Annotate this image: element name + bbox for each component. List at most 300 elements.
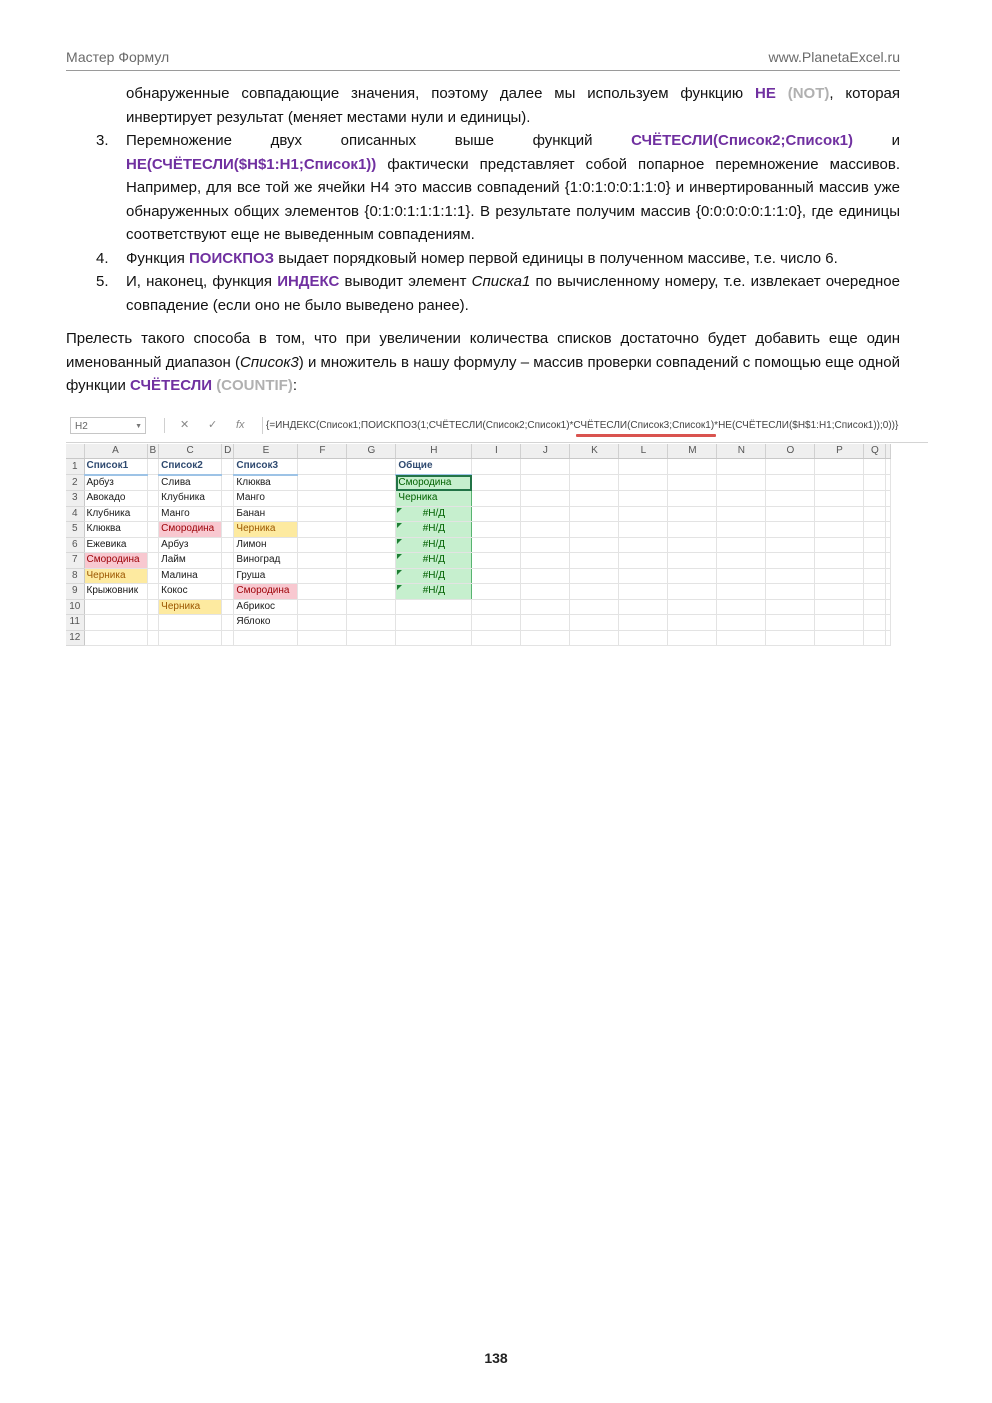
cell[interactable]: [347, 584, 396, 600]
cell[interactable]: [815, 475, 864, 491]
cell[interactable]: [147, 459, 159, 475]
cell[interactable]: [147, 537, 159, 553]
cell-list3[interactable]: Груша: [234, 568, 298, 584]
cell-list2[interactable]: Лайм: [159, 553, 222, 569]
column-header-d[interactable]: D: [222, 444, 234, 459]
cell[interactable]: [815, 553, 864, 569]
row-header-3[interactable]: 3: [66, 491, 84, 507]
cell[interactable]: [570, 459, 619, 475]
cell[interactable]: [668, 522, 717, 538]
cell[interactable]: [864, 584, 886, 600]
cell-edge: [886, 522, 891, 538]
cell[interactable]: [619, 615, 668, 631]
cell-edge: [886, 537, 891, 553]
text: Перемножение двух описанных выше функций: [126, 132, 632, 149]
table-row: [66, 599, 891, 615]
row-header-6[interactable]: 6: [66, 537, 84, 553]
cell[interactable]: [619, 599, 668, 615]
cell[interactable]: [619, 553, 668, 569]
cell[interactable]: [570, 537, 619, 553]
table-row: [66, 584, 891, 600]
cell[interactable]: [222, 568, 234, 584]
error-indicator-icon: [397, 585, 402, 590]
cell[interactable]: [222, 615, 234, 631]
cell[interactable]: [766, 475, 815, 491]
cell[interactable]: [521, 522, 570, 538]
cell[interactable]: [668, 584, 717, 600]
cell[interactable]: [717, 584, 766, 600]
cell[interactable]: [222, 522, 234, 538]
text: фактически представляет собой попарное перемножение массивов. Например, для все той же ячейки H4 это массив совпадений {1:0:1:0:0:1:1:0} и инвертированный массив уже обнаруженных общих элементов {0:1:0:1:1:1:1:1}. В результате получим массив {0:0:0:0:0:1:1:0}, где единицы соответствуют еще не выведенным совпадениям.: [126, 155, 900, 243]
cell-value: #Н/Д: [422, 523, 446, 535]
cell-list2[interactable]: Черника: [159, 599, 222, 615]
cell[interactable]: [521, 459, 570, 475]
cell[interactable]: [864, 506, 886, 522]
cell[interactable]: [619, 584, 668, 600]
cell[interactable]: [570, 615, 619, 631]
cell-common-header[interactable]: Общие: [396, 459, 472, 475]
column-header-j[interactable]: J: [521, 444, 570, 459]
cell[interactable]: [619, 522, 668, 538]
cell[interactable]: [347, 630, 396, 646]
column-header-edge: [886, 444, 891, 459]
cell[interactable]: [668, 630, 717, 646]
cell[interactable]: [147, 506, 159, 522]
keyword: НЕ(СЧЁТЕСЛИ($H$1:H1;Список1)): [126, 155, 377, 173]
cell[interactable]: [864, 599, 886, 615]
cell[interactable]: [222, 491, 234, 507]
page-header: [66, 48, 900, 71]
cell[interactable]: [521, 491, 570, 507]
column-header-c[interactable]: C: [159, 444, 222, 459]
cell[interactable]: [396, 630, 472, 646]
cell-common[interactable]: [396, 522, 472, 538]
cell[interactable]: [717, 599, 766, 615]
cell[interactable]: [347, 537, 396, 553]
column-header-q[interactable]: Q: [864, 444, 886, 459]
cell[interactable]: [521, 630, 570, 646]
cell[interactable]: [766, 615, 815, 631]
cell-list1[interactable]: Клюква: [84, 522, 147, 538]
table-row: [66, 615, 891, 631]
cell[interactable]: [668, 459, 717, 475]
cell[interactable]: [147, 568, 159, 584]
cell[interactable]: [347, 568, 396, 584]
text: ) и множитель в нашу формулу – массив проверки совпадений с помощью еще одной функции: [66, 353, 900, 394]
cell-list1[interactable]: Арбуз: [84, 475, 147, 491]
cell[interactable]: [222, 506, 234, 522]
cell[interactable]: [619, 491, 668, 507]
cell-list3[interactable]: Смородина: [234, 584, 298, 600]
cell[interactable]: [222, 537, 234, 553]
cell[interactable]: [717, 615, 766, 631]
cell[interactable]: [347, 553, 396, 569]
cell-list2[interactable]: Смородина: [159, 522, 222, 538]
cell-list1[interactable]: Черника: [84, 568, 147, 584]
cell-list3[interactable]: Виноград: [234, 553, 298, 569]
cell[interactable]: [521, 599, 570, 615]
cell[interactable]: [717, 568, 766, 584]
cell[interactable]: [570, 522, 619, 538]
cell[interactable]: [815, 630, 864, 646]
cell[interactable]: [815, 599, 864, 615]
cell-list2[interactable]: Малина: [159, 568, 222, 584]
cell[interactable]: [864, 568, 886, 584]
cell[interactable]: [815, 459, 864, 475]
cell[interactable]: [521, 584, 570, 600]
column-header-h[interactable]: H: [396, 444, 472, 459]
cell-value: #Н/Д: [422, 554, 446, 566]
cell[interactable]: [472, 599, 521, 615]
cell[interactable]: [864, 630, 886, 646]
cell-list2[interactable]: Клубника: [159, 491, 222, 507]
row-header-12[interactable]: 12: [66, 630, 84, 646]
cell[interactable]: [298, 506, 347, 522]
cell[interactable]: [668, 599, 717, 615]
row-header-4[interactable]: 4: [66, 506, 84, 522]
cell-list2[interactable]: Манго: [159, 506, 222, 522]
text: , которая инвертирует результат (меняет местами нули и единицы).: [126, 85, 901, 126]
steps-list: [66, 82, 900, 317]
cell[interactable]: [766, 491, 815, 507]
cell[interactable]: [864, 615, 886, 631]
cell-list2[interactable]: Кокос: [159, 584, 222, 600]
cell-list3[interactable]: Лимон: [234, 537, 298, 553]
cell[interactable]: [472, 537, 521, 553]
cell[interactable]: [298, 599, 347, 615]
cell[interactable]: [222, 630, 234, 646]
column-header-g[interactable]: G: [347, 444, 396, 459]
column-header-b[interactable]: B: [147, 444, 159, 459]
cell[interactable]: [298, 584, 347, 600]
cell[interactable]: [717, 506, 766, 522]
cell-edge: [886, 630, 891, 646]
fx-icon[interactable]: fx: [236, 419, 245, 431]
cancel-icon[interactable]: ✕: [180, 419, 190, 431]
column-header-p[interactable]: P: [815, 444, 864, 459]
cell[interactable]: [717, 553, 766, 569]
cell[interactable]: [347, 459, 396, 475]
cell[interactable]: [717, 475, 766, 491]
excel-screenshot: [66, 408, 928, 650]
cell[interactable]: [147, 491, 159, 507]
page-number: 138: [484, 1350, 508, 1366]
cell[interactable]: [668, 568, 717, 584]
cell[interactable]: [668, 506, 717, 522]
cell-common[interactable]: Черника: [396, 491, 472, 507]
cell[interactable]: [222, 459, 234, 475]
cell[interactable]: [472, 615, 521, 631]
cell-value: #Н/Д: [422, 507, 446, 519]
column-header-m[interactable]: M: [668, 444, 717, 459]
check-icon[interactable]: ✓: [208, 419, 218, 431]
keyword: ПОИСКПОЗ: [189, 249, 275, 267]
list-number: 4.: [96, 249, 109, 267]
cell[interactable]: [472, 584, 521, 600]
cell[interactable]: [864, 475, 886, 491]
cell-list1[interactable]: Авокадо: [84, 491, 147, 507]
name-box-value: H2: [75, 421, 88, 432]
cell[interactable]: [766, 599, 815, 615]
cell[interactable]: [668, 537, 717, 553]
error-indicator-icon: [397, 539, 402, 544]
cell-edge: [886, 584, 891, 600]
cell[interactable]: [396, 615, 472, 631]
cell[interactable]: [815, 491, 864, 507]
cell-edge: [886, 599, 891, 615]
cell-common[interactable]: [396, 584, 472, 600]
name-box[interactable]: [70, 417, 146, 434]
cell[interactable]: [298, 475, 347, 491]
cell[interactable]: [619, 630, 668, 646]
cell[interactable]: [298, 491, 347, 507]
cell[interactable]: [347, 475, 396, 491]
cell[interactable]: [147, 599, 159, 615]
cell[interactable]: [472, 630, 521, 646]
row-header-5[interactable]: 5: [66, 522, 84, 538]
cell[interactable]: [570, 630, 619, 646]
table-row: [66, 537, 891, 553]
cell[interactable]: [84, 630, 147, 646]
cell[interactable]: [668, 475, 717, 491]
cell[interactable]: [864, 553, 886, 569]
cell[interactable]: [717, 537, 766, 553]
cell[interactable]: [298, 459, 347, 475]
chevron-down-icon[interactable]: ▼: [135, 423, 142, 430]
cell-list3[interactable]: Манго: [234, 491, 298, 507]
cell[interactable]: [570, 475, 619, 491]
cell[interactable]: [222, 553, 234, 569]
cell[interactable]: [815, 584, 864, 600]
cell[interactable]: [521, 615, 570, 631]
cell[interactable]: [84, 615, 147, 631]
cell[interactable]: [570, 584, 619, 600]
cell[interactable]: [570, 506, 619, 522]
spreadsheet-grid: [66, 444, 891, 646]
cell[interactable]: [472, 506, 521, 522]
cell[interactable]: [347, 522, 396, 538]
cell[interactable]: [521, 537, 570, 553]
column-header-n[interactable]: N: [717, 444, 766, 459]
keyword-en: (COUNTIF): [216, 377, 293, 394]
column-header-o[interactable]: O: [766, 444, 815, 459]
cell[interactable]: [222, 584, 234, 600]
cell[interactable]: [222, 599, 234, 615]
row-header-10[interactable]: 10: [66, 599, 84, 615]
column-header-i[interactable]: I: [472, 444, 521, 459]
row-header-8[interactable]: 8: [66, 568, 84, 584]
cell[interactable]: [472, 553, 521, 569]
cell[interactable]: [717, 522, 766, 538]
cell-common[interactable]: [396, 537, 472, 553]
text: по вычисленному номеру, т.е. извлекает очередное совпадение (если оно не было выведено ранее).: [126, 273, 900, 314]
cell[interactable]: [815, 506, 864, 522]
cell[interactable]: [298, 522, 347, 538]
column-header-a[interactable]: A: [84, 444, 147, 459]
cell[interactable]: [234, 630, 298, 646]
cell-list3[interactable]: Банан: [234, 506, 298, 522]
cell[interactable]: [347, 615, 396, 631]
row-header-2[interactable]: 2: [66, 475, 84, 491]
cell[interactable]: [570, 568, 619, 584]
table-row: [66, 506, 891, 522]
cell-list1[interactable]: Клубника: [84, 506, 147, 522]
cell[interactable]: [298, 553, 347, 569]
select-all-corner[interactable]: [66, 444, 84, 459]
cell[interactable]: [864, 459, 886, 475]
cell[interactable]: [347, 599, 396, 615]
cell[interactable]: [717, 630, 766, 646]
cell-list2[interactable]: Слива: [159, 475, 222, 491]
cell[interactable]: [147, 522, 159, 538]
table-row: [66, 459, 891, 475]
cell[interactable]: [472, 491, 521, 507]
cell[interactable]: [766, 568, 815, 584]
cell[interactable]: [864, 491, 886, 507]
cell[interactable]: [147, 615, 159, 631]
keyword: СЧЁТЕСЛИ: [130, 377, 213, 394]
error-indicator-icon: [397, 570, 402, 575]
cell[interactable]: [766, 522, 815, 538]
cell[interactable]: [815, 522, 864, 538]
text: Функция: [126, 249, 190, 267]
header-site-link[interactable]: www.PlanetaExcel.ru: [768, 49, 900, 65]
list-number: 5.: [96, 273, 109, 290]
cell[interactable]: [717, 459, 766, 475]
highlight-underline: [576, 434, 716, 437]
cell[interactable]: [766, 553, 815, 569]
column-header-f[interactable]: F: [298, 444, 347, 459]
error-indicator-icon: [397, 508, 402, 513]
row-header-1[interactable]: 1: [66, 459, 84, 475]
cell[interactable]: [298, 615, 347, 631]
cell[interactable]: [815, 537, 864, 553]
cell-common[interactable]: Смородина: [396, 475, 472, 491]
cell[interactable]: [619, 475, 668, 491]
list-item-3: [66, 129, 900, 247]
cell[interactable]: [668, 491, 717, 507]
text: Прелесть такого способа в том, что при увеличении количества списков достаточно будет добавить еще один именованный диапазон (: [66, 330, 900, 371]
list-item-4: [66, 247, 900, 271]
cell[interactable]: [619, 537, 668, 553]
list-item-2-continuation: [66, 82, 900, 129]
cell[interactable]: [84, 599, 147, 615]
cell[interactable]: [298, 537, 347, 553]
cell-list3[interactable]: Клюква: [234, 475, 298, 491]
cell-list1[interactable]: Смородина: [84, 553, 147, 569]
cell[interactable]: [298, 630, 347, 646]
cell-common[interactable]: [396, 568, 472, 584]
cell[interactable]: [521, 475, 570, 491]
cell-common[interactable]: [396, 553, 472, 569]
cell-list3[interactable]: Абрикос: [234, 599, 298, 615]
cell[interactable]: [864, 537, 886, 553]
cell[interactable]: [472, 475, 521, 491]
cell-edge: [886, 568, 891, 584]
cell[interactable]: [766, 630, 815, 646]
cell[interactable]: [222, 475, 234, 491]
cell[interactable]: [147, 630, 159, 646]
cell-list3[interactable]: Черника: [234, 522, 298, 538]
cell[interactable]: [147, 584, 159, 600]
row-header-9[interactable]: 9: [66, 584, 84, 600]
cell[interactable]: [766, 459, 815, 475]
cell[interactable]: [472, 522, 521, 538]
text: и: [852, 132, 901, 149]
cell-list2-header[interactable]: Список2: [159, 459, 222, 475]
cell[interactable]: [570, 599, 619, 615]
cell-list1[interactable]: Ежевика: [84, 537, 147, 553]
row-header-11[interactable]: 11: [66, 615, 84, 631]
cell[interactable]: [159, 615, 222, 631]
cell-edge: [886, 475, 891, 491]
cell[interactable]: [619, 459, 668, 475]
cell[interactable]: [472, 568, 521, 584]
cell[interactable]: [298, 568, 347, 584]
cell[interactable]: [619, 506, 668, 522]
cell[interactable]: [668, 615, 717, 631]
text: выдает порядковый номер первой единицы в полученном массиве, т.е. число 6.: [274, 249, 838, 267]
cell[interactable]: [396, 599, 472, 615]
cell-value: #Н/Д: [422, 538, 446, 550]
cell[interactable]: [766, 506, 815, 522]
cell-common[interactable]: [396, 506, 472, 522]
cell-edge: [886, 459, 891, 475]
cell-list1[interactable]: Крыжовник: [84, 584, 147, 600]
cell[interactable]: [521, 553, 570, 569]
cell[interactable]: [619, 568, 668, 584]
table-row: [66, 522, 891, 538]
cell-list3-header[interactable]: Список3: [234, 459, 298, 475]
cell[interactable]: [521, 568, 570, 584]
cell[interactable]: [766, 584, 815, 600]
cell[interactable]: [766, 537, 815, 553]
column-header-k[interactable]: K: [570, 444, 619, 459]
formula-input[interactable]: {=ИНДЕКС(Список1;ПОИСКПОЗ(1;СЧЁТЕСЛИ(Список2;Список1)*СЧЁТЕСЛИ(Список3;Список1)*НЕ(СЧЁТЕСЛИ($H$1:H1;Список1));0))}: [262, 417, 928, 434]
cell[interactable]: [815, 615, 864, 631]
column-header-row: [66, 444, 891, 459]
cell[interactable]: [864, 522, 886, 538]
table-row: [66, 630, 891, 646]
cell[interactable]: [815, 568, 864, 584]
cell[interactable]: [147, 475, 159, 491]
cell-edge: [886, 506, 891, 522]
cell[interactable]: [717, 491, 766, 507]
column-header-e[interactable]: E: [234, 444, 298, 459]
cell[interactable]: [147, 553, 159, 569]
column-header-l[interactable]: L: [619, 444, 668, 459]
cell[interactable]: [159, 630, 222, 646]
keyword: ИНДЕКС: [277, 273, 340, 290]
error-indicator-icon: [397, 554, 402, 559]
cell-list2[interactable]: Арбуз: [159, 537, 222, 553]
cell-list1-header[interactable]: Список1: [84, 459, 147, 475]
cell-value: #Н/Д: [422, 569, 446, 581]
cell[interactable]: [570, 553, 619, 569]
text: выводит элемент: [339, 273, 472, 290]
cell-edge: [886, 615, 891, 631]
cell[interactable]: [521, 506, 570, 522]
cell[interactable]: [347, 491, 396, 507]
italic-term: Списка1: [471, 273, 531, 290]
cell[interactable]: [347, 506, 396, 522]
cell[interactable]: [668, 553, 717, 569]
divider: [164, 418, 165, 433]
cell[interactable]: [472, 459, 521, 475]
cell[interactable]: [570, 491, 619, 507]
cell-list3[interactable]: Яблоко: [234, 615, 298, 631]
row-header-7[interactable]: 7: [66, 553, 84, 569]
